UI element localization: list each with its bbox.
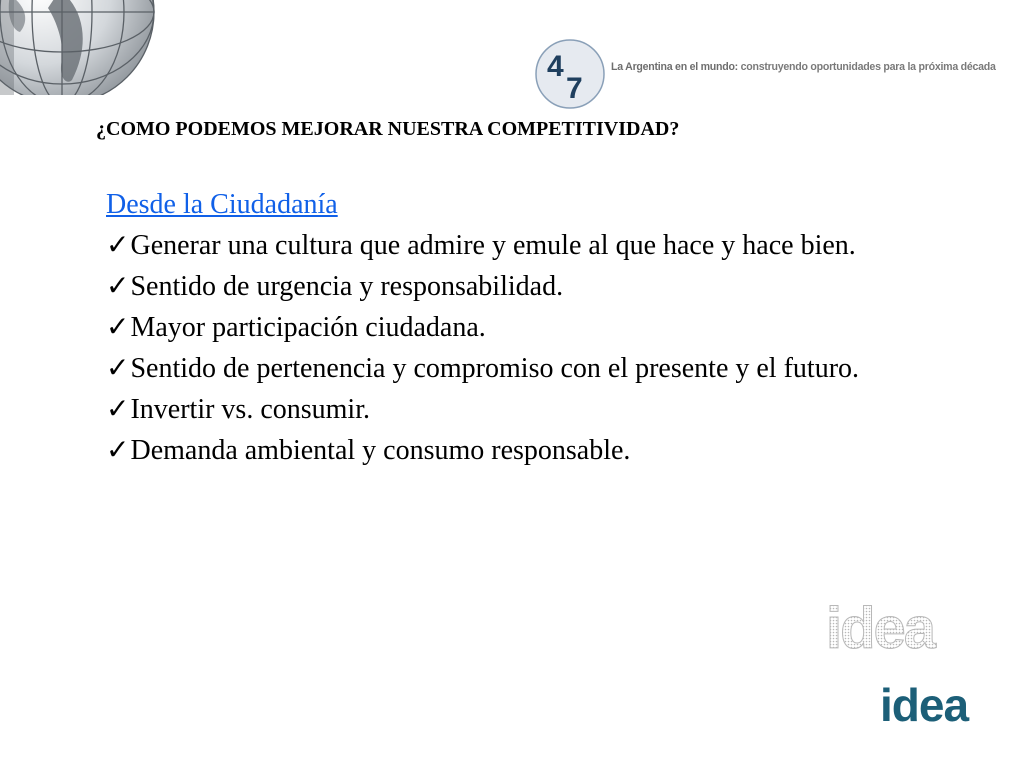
bullet-item xyxy=(106,266,956,307)
bullet-text: Sentido de pertenencia y compromiso con el presente y el futuro. xyxy=(130,353,860,384)
svg-text:7: 7 xyxy=(566,72,583,105)
checkmark-icon: ✓ xyxy=(106,394,130,425)
idea-outline-text: idea xyxy=(826,598,935,652)
bullet-item xyxy=(106,430,956,471)
checkmark-icon: ✓ xyxy=(106,230,130,261)
idea-outline-logo xyxy=(826,598,962,652)
page-title: ¿COMO PODEMOS MEJORAR NUESTRA COMPETITIVIDAD? xyxy=(96,118,680,140)
checkmark-icon: ✓ xyxy=(106,271,130,302)
main-content xyxy=(106,184,956,471)
bullet-item xyxy=(106,348,956,389)
bullet-text: Demanda ambiental y consumo responsable. xyxy=(130,435,631,466)
globe-icon xyxy=(0,0,160,95)
idea-solid-logo xyxy=(880,682,992,724)
bullet-text: Mayor participación ciudadana. xyxy=(130,312,486,343)
bullet-item xyxy=(106,389,956,430)
checkmark-icon: ✓ xyxy=(106,353,130,384)
tagline-bold: La Argentina en el mundo: xyxy=(611,61,738,73)
checkmark-icon: ✓ xyxy=(106,312,130,343)
svg-text:4: 4 xyxy=(547,50,564,83)
idea-solid-text: idea xyxy=(880,682,969,724)
logo-47-icon xyxy=(534,38,606,110)
tagline-rest: construyendo oportunidades para la próxima década xyxy=(737,61,996,73)
bullet-item xyxy=(106,225,956,266)
bullet-text: Generar una cultura que admire y emule al que hace y hace bien. xyxy=(130,230,856,261)
bullet-text: Invertir vs. consumir. xyxy=(130,394,370,425)
bullet-text: Sentido de urgencia y responsabilidad. xyxy=(130,271,564,302)
checkmark-icon: ✓ xyxy=(106,435,130,466)
section-heading-link[interactable]: Desde la Ciudadanía xyxy=(106,189,338,220)
bullet-item xyxy=(106,307,956,348)
header-tagline xyxy=(611,61,1001,73)
